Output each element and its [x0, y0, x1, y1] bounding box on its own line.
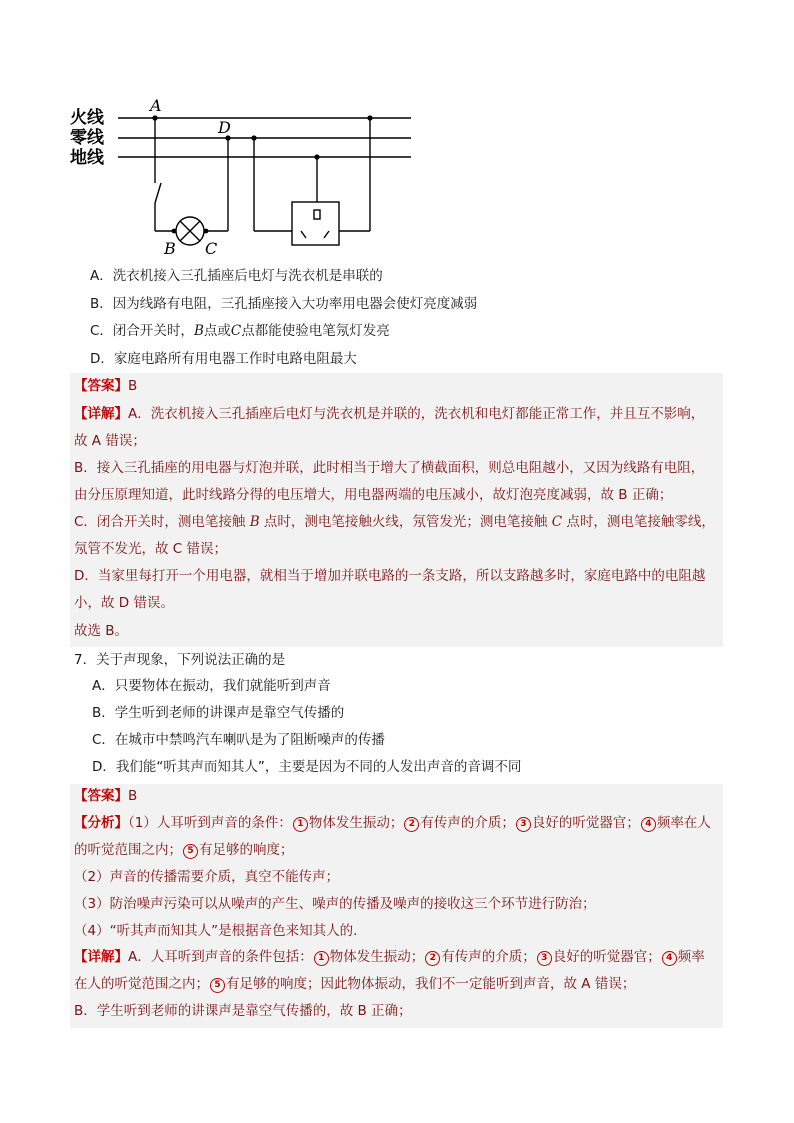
q7-answer-block [70, 784, 723, 1028]
circuit-diagram [66, 95, 416, 260]
q7-analysis-line: （4）“听其声而知其人”是根据音色来知其人的. [74, 923, 358, 939]
q7-answer: 【答案】B [74, 788, 138, 804]
q7-option-c: C．在城市中禁鸣汽车喇叭是为了阻断噪声的传播 [92, 732, 385, 748]
q7-detail-line: 【详解】A．人耳听到声音的条件包括： 1 物体发生振动； 2 有传声的介质； 3 良好的听觉器官； 4 频率 [74, 949, 705, 965]
q7-analysis-line: 【分析】（1）人耳听到声音的条件： 1 物体发生振动； 2 有传声的介质； 3 良好的听觉器官； 4 频率在人 [74, 815, 711, 831]
wire-ground-label: 地线 [70, 148, 104, 168]
q6-option-d: D．家庭电路所有用电器工作时电路电阻最大 [90, 351, 357, 367]
q6-detail-line: C．闭合开关时，测电笔接触 B 点时，测电笔接触火线，氖管发光；测电笔接触 C 点时，测电笔接触零线， [74, 514, 715, 530]
q7-detail-line: 在人的听觉范围之内； 5 有足够的响度；因此物体振动，我们不一定能听到声音，故 A 错误； [74, 976, 636, 992]
q6-detail-line: 由分压原理知道，此时线路分得的电压增大，用电器两端的电压减小，故灯泡亮度减弱，故 B 正确； [74, 487, 673, 503]
wire-live-label: 火线 [70, 108, 104, 128]
q7-analysis-line: 的听觉范围之内； 5 有足够的响度； [74, 842, 294, 858]
point-d-label: D [218, 118, 231, 137]
q7-analysis-line: （2）声音的传播需要介质，真空不能传声； [74, 869, 340, 885]
q7-option-a: A．只要物体在振动，我们就能听到声音 [92, 678, 331, 694]
three-pin-socket [292, 202, 339, 245]
q6-option-a: A．洗衣机接入三孔插座后电灯与洗衣机是串联的 [90, 268, 383, 284]
q6-answer-block [70, 373, 723, 647]
q6-option-b: B．因为线路有电阻，三孔插座接入大功率用电器会使灯亮度减弱 [90, 296, 478, 312]
q6-detail-line: 故 A 错误； [74, 433, 146, 449]
q6-detail-line: 小，故 D 错误。 [74, 595, 174, 611]
q6-detail-line: B．接入三孔插座的用电器与灯泡并联，此时相当于增大了横截面积，则总电阻越小，又因为线路有电阻， [74, 460, 705, 476]
q6-detail-line: D．当家里每打开一个用电器，就相当于增加并联电路的一条支路，所以支路越多时，家庭电路中的电阻越 [74, 568, 706, 584]
q6-detail-line: 氖管不发光，故 C 错误； [74, 541, 228, 557]
q6-conclusion: 故选 B。 [74, 623, 129, 639]
q7-stem: 7．关于声现象，下列说法正确的是 [74, 652, 286, 668]
q6-option-c: C．闭合开关时，B点或C点都能使验电笔氖灯发亮 [90, 323, 390, 339]
q6-detail-line: 【详解】A．洗衣机接入三孔插座后电灯与洗衣机是并联的，洗衣机和电灯都能正常工作，并且互不影响， [74, 406, 705, 422]
point-b-label: B [164, 239, 176, 258]
q6-answer: 【答案】B [74, 378, 138, 394]
point-c-label: C [205, 239, 218, 258]
q7-detail-line: B．学生听到老师的讲课声是靠空气传播的，故 B 正确； [74, 1003, 412, 1019]
q7-option-d: D．我们能“听其声而知其人”，主要是因为不同的人发出声音的音调不同 [92, 759, 522, 775]
q7-option-b: B．学生听到老师的讲课声是靠空气传播的 [92, 705, 345, 721]
wire-neutral-label: 零线 [70, 128, 104, 148]
point-a-label: A [150, 96, 162, 115]
switch [155, 183, 161, 203]
q7-analysis-line: （3）防治噪声污染可以从噪声的产生、噪声的传播及噪声的接收这三个环节进行防治； [74, 896, 596, 912]
